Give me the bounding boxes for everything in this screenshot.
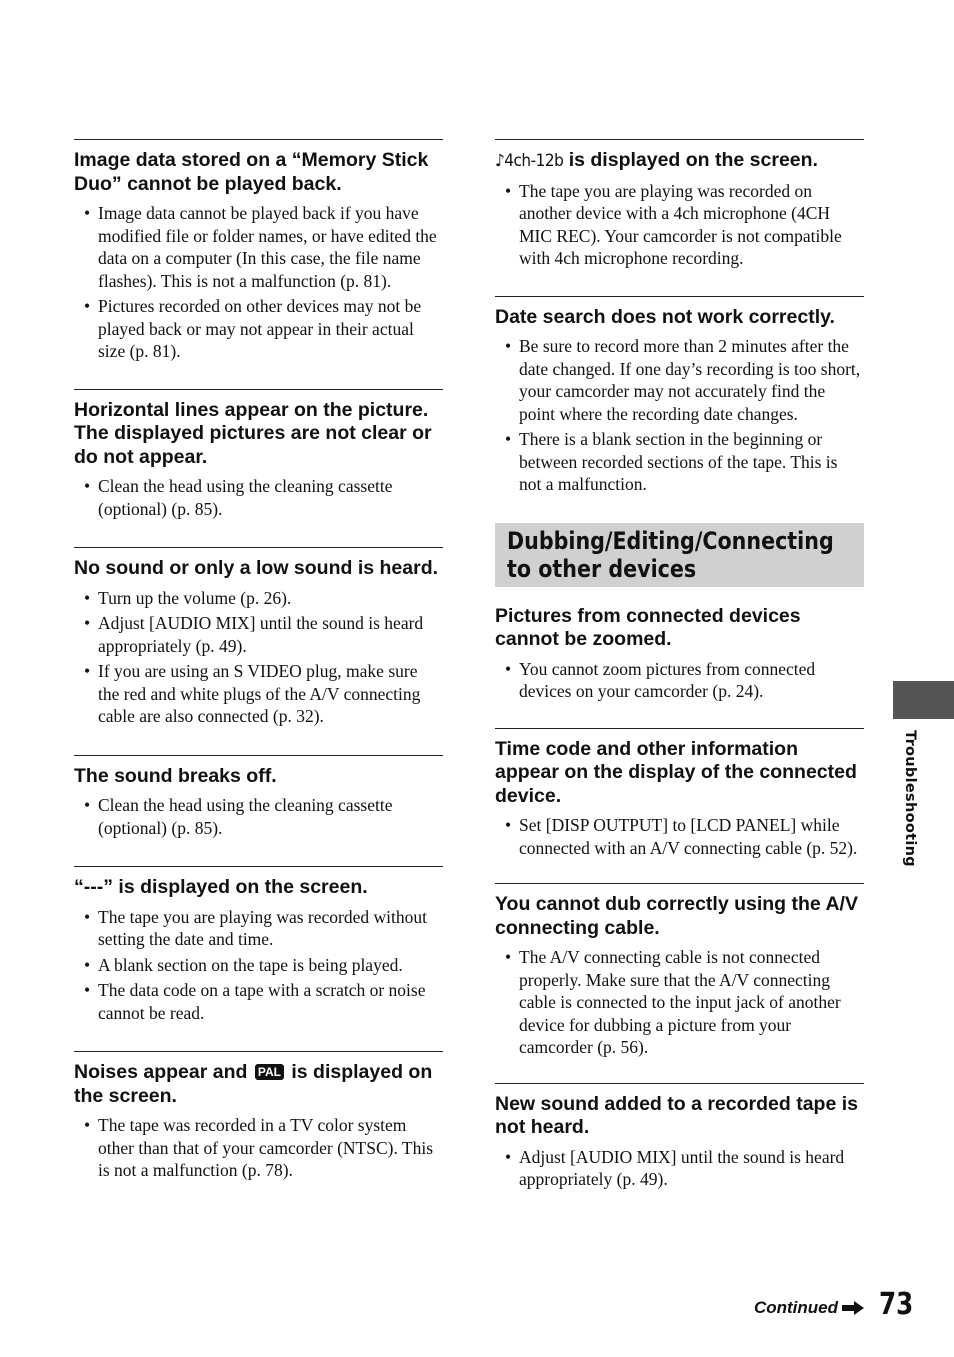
bullet-list (74, 475, 443, 520)
list-item: • Set [DISP OUTPUT] to [LCD PANEL] while connected with an A/V connecting cable (p. 52). (495, 814, 864, 859)
list-item: • Adjust [AUDIO MIX] until the sound is heard appropriately (p. 49). (495, 1146, 864, 1191)
list-item: • Clean the head using the cleaning cassette (optional) (p. 85). (74, 794, 443, 839)
chapter-side-label (896, 730, 920, 870)
bullet-list (74, 906, 443, 1025)
right-column (495, 139, 864, 1194)
section-title (74, 1061, 443, 1108)
4ch-mic-icon: ♪4ch-12b (495, 151, 564, 171)
section-title: No sound or only a low sound is heard. (74, 557, 439, 579)
section-zoom (495, 587, 864, 728)
section-title: New sound added to a recorded tape is not heard. (495, 1092, 858, 1138)
section-dashes-displayed (74, 866, 443, 1051)
section-title-part: is displayed on the screen. (568, 149, 818, 171)
section-horizontal-lines (74, 389, 443, 548)
section-title-part: is displayed on the screen. (74, 1061, 433, 1107)
list-item: • Turn up the volume (p. 26). (74, 587, 443, 610)
list-item: • The tape you are playing was recorded without setting the date and time. (74, 906, 443, 951)
page-number: 73 (879, 1287, 914, 1322)
side-tab-label: Troubleshooting (902, 730, 918, 867)
section-title: The sound breaks off. (74, 764, 277, 787)
chapter-side-tab (893, 681, 954, 719)
list-item: • There is a blank section in the beginning or between recorded sections of the tape. This is not a malfunction. (495, 428, 864, 496)
section-4ch-mic (495, 139, 864, 296)
bullet-list (74, 587, 443, 728)
list-item: • Clean the head using the cleaning cassette (optional) (p. 85). (74, 475, 443, 520)
section-sound-breaks (74, 755, 443, 867)
section-title: Image data stored on a “Memory Stick Duo” cannot be played back. (74, 149, 429, 195)
section-new-sound (495, 1083, 864, 1191)
section-memory-stick (74, 139, 443, 389)
section-title: You cannot dub correctly using the A/V connecting cable. (495, 893, 858, 939)
list-item: • Be sure to record more than 2 minutes after the date changed. If one day’s recording is too short, your camcorder may not accurately find the point where the recording date changes. (495, 335, 864, 425)
list-item: • Image data cannot be played back if you have modified file or folder names, or have edited the data on a computer (In this case, the file name flashes). This is not a malfunction (p. 81). (74, 202, 443, 292)
list-item: • The tape was recorded in a TV color system other than that of your camcorder (NTSC). This is not a malfunction (p. 78). (74, 1114, 443, 1182)
bullet-list (74, 202, 443, 363)
section-title: Horizontal lines appear on the picture. The displayed pictures are not clear or do not appear. (74, 398, 432, 468)
bullet-list (495, 658, 864, 703)
continued-indicator (754, 1298, 864, 1318)
list-item: • Adjust [AUDIO MIX] until the sound is heard appropriately (p. 49). (74, 612, 443, 657)
chapter-heading: Dubbing/Editing/Connecting to other devices (507, 526, 834, 583)
section-date-search (495, 296, 864, 519)
continued-label: Continued (753, 1298, 838, 1317)
list-item: • Pictures recorded on other devices may not be played back or may not appear in their actual size (p. 81). (74, 295, 443, 363)
section-title: Date search does not work correctly. (495, 305, 835, 328)
right-arrow-icon (842, 1301, 864, 1315)
section-title: “---” is displayed on the screen. (74, 876, 368, 898)
section-title-part: Noises appear and (74, 1061, 248, 1083)
section-time-code (495, 728, 864, 884)
bullet-list (495, 335, 864, 496)
pal-icon: PAL (255, 1064, 284, 1080)
bullet-list (74, 794, 443, 839)
section-no-sound (74, 547, 443, 755)
list-item: • You cannot zoom pictures from connected devices on your camcorder (p. 24). (495, 658, 864, 703)
left-column (74, 139, 443, 1185)
list-item: • The tape you are playing was recorded on another device with a 4ch microphone (4CH MIC REC). Your camcorder is not compatible with 4ch microphone recording. (495, 180, 864, 270)
bullet-list (495, 1146, 864, 1191)
bullet-list (495, 180, 864, 270)
list-item: • The data code on a tape with a scratch or noise cannot be read. (74, 979, 443, 1024)
bullet-list (74, 1114, 443, 1182)
bullet-list (495, 946, 864, 1059)
list-item: • If you are using an S VIDEO plug, make sure the red and white plugs of the A/V connecting cable are also connected (p. 32). (74, 660, 443, 728)
chapter-heading-box (495, 523, 864, 587)
section-pal-noise (74, 1051, 443, 1182)
section-title: Time code and other information appear on the display of the connected device. (495, 737, 857, 807)
section-title: Pictures from connected devices cannot be zoomed. (495, 604, 801, 650)
bullet-list (495, 814, 864, 859)
section-title (495, 149, 864, 174)
section-dub (495, 883, 864, 1083)
list-item: • The A/V connecting cable is not connected properly. Make sure that the A/V connecting cable is connected to the input jack of another device for dubbing a picture from your camcorder (p. 56). (495, 946, 864, 1059)
list-item: • A blank section on the tape is being played. (74, 954, 443, 977)
